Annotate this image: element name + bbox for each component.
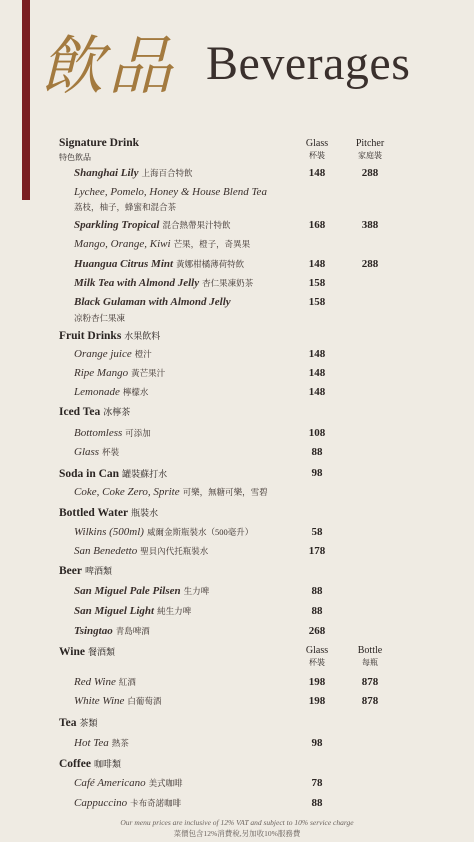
price-glass: 148	[308, 348, 326, 360]
menu-item	[74, 167, 193, 179]
category-label: Soda in Can	[59, 468, 120, 480]
item-zh: 熱茶	[111, 738, 129, 748]
item-name: Bottomless	[74, 427, 123, 439]
item-zh: 可樂，無糖可樂，雪碧	[182, 487, 268, 497]
item-name: Cappuccino	[74, 797, 128, 809]
price-glass: 88	[311, 585, 323, 597]
category-label: Iced Tea	[59, 406, 101, 418]
menu-item	[74, 797, 181, 809]
column-header-glass	[292, 138, 342, 162]
menu-item	[74, 348, 152, 360]
category-label: Wine	[59, 646, 85, 658]
menu-item: Black Gulaman with Almond Jelly	[74, 296, 231, 308]
price-glass: 148	[308, 367, 326, 379]
category-fruit-drinks	[59, 329, 160, 342]
item-name: Glass	[74, 446, 100, 458]
menu-item	[74, 446, 119, 458]
price-pitcher: 288	[361, 167, 379, 179]
menu-item	[74, 258, 244, 270]
category-iced-tea	[59, 405, 130, 418]
column-header-glass	[292, 645, 342, 669]
category-label: Signature Drink	[59, 137, 139, 149]
category-zh: 罐裝蘇打水	[122, 469, 168, 479]
column-header-zh: 杯裝	[309, 151, 325, 160]
menu-item	[74, 427, 151, 439]
category-label: Fruit Drinks	[59, 330, 122, 342]
item-description-zh: 凉粉杏仁果凍	[74, 313, 126, 323]
category-wine	[59, 645, 115, 658]
item-zh: 杯裝	[102, 447, 120, 457]
category-zh: 冰檸茶	[103, 407, 131, 417]
price-pitcher: 388	[361, 219, 379, 231]
price-glass: 88	[311, 797, 323, 809]
price-glass: 168	[308, 219, 326, 231]
column-header-bottle	[345, 645, 395, 669]
item-name: San Miguel Light	[74, 605, 155, 617]
item-name: Shanghai Lily	[74, 167, 139, 179]
menu-item-description	[74, 486, 268, 498]
item-name: Sparkling Tropical	[74, 219, 160, 231]
item-name: Lemonade	[74, 386, 120, 398]
item-name: Ripe Mango	[74, 367, 129, 379]
category-bottled-water	[59, 506, 158, 519]
price-bottle: 878	[361, 676, 379, 688]
category-zh: 咖啡類	[93, 759, 121, 769]
item-name: San Benedetto	[74, 545, 138, 557]
calligraphy-logo: 飲品	[40, 30, 176, 104]
price-glass: 158	[308, 277, 326, 289]
item-zh: 檸檬水	[122, 387, 149, 397]
category-zh: 瓶裝水	[131, 508, 159, 518]
price-glass: 58	[311, 526, 323, 538]
footer-note: Our menu prices are inclusive of 12% VAT and subject to 10% service charge	[120, 818, 354, 827]
item-zh: 杏仁果凍奶茶	[202, 278, 254, 288]
menu-item	[74, 676, 136, 688]
item-zh: 黃芒果汁	[131, 368, 166, 378]
column-header-pitcher	[345, 138, 395, 162]
category-soda	[59, 467, 167, 480]
price-glass: 108	[308, 427, 326, 439]
menu-item	[74, 777, 183, 789]
item-name: Orange juice	[74, 348, 132, 360]
price-glass: 98	[311, 467, 323, 479]
menu-item	[74, 585, 209, 597]
category-zh: 啤酒類	[84, 566, 112, 576]
item-zh: 可添加	[125, 428, 151, 438]
menu-item	[74, 545, 208, 557]
price-glass: 198	[308, 676, 326, 688]
item-name: Hot Tea	[74, 737, 109, 749]
item-zh: 上海百合特飲	[141, 168, 193, 178]
menu-item	[74, 367, 165, 379]
menu-item	[74, 526, 253, 538]
menu-item	[74, 277, 253, 289]
item-zh: 紅酒	[118, 677, 136, 687]
item-zh: 黃娜柑橘薄荷特飲	[176, 259, 245, 269]
item-zh: 卡布奇諾咖啡	[130, 798, 182, 808]
item-name: Wilkins (500ml)	[74, 526, 144, 538]
column-header-label: Pitcher	[355, 138, 385, 149]
price-glass: 148	[308, 258, 326, 270]
price-glass: 148	[308, 386, 326, 398]
item-zh: 聖貝內代托瓶裝水	[140, 546, 209, 556]
column-header-zh: 家庭裝	[358, 151, 382, 160]
menu-item	[74, 695, 161, 707]
category-label: Tea	[59, 717, 77, 729]
price-glass: 98	[311, 737, 323, 749]
price-glass: 268	[308, 625, 326, 637]
column-header-zh: 每瓶	[362, 658, 378, 667]
item-zh: 橙汁	[134, 349, 152, 359]
column-header-zh: 杯裝	[309, 658, 325, 667]
price-glass: 178	[308, 545, 326, 557]
price-bottle: 878	[361, 695, 379, 707]
footer-note-zh: 菜價包含12%消費稅,另加收10%服務費	[173, 829, 301, 838]
category-tea	[59, 716, 98, 729]
item-zh: 生力啤	[183, 586, 210, 596]
item-name: Mango, Orange, Kiwi	[74, 238, 171, 250]
item-zh: 混合熱帶果汁特飲	[162, 220, 231, 230]
category-beer	[59, 564, 112, 577]
category-zh: 茶類	[79, 718, 98, 728]
category-zh: 水果飲料	[124, 331, 161, 341]
item-zh: 純生力啤	[157, 606, 192, 616]
price-glass: 88	[311, 446, 323, 458]
category-label: Coffee	[59, 758, 91, 770]
menu-item	[74, 386, 148, 398]
price-glass: 88	[311, 605, 323, 617]
category-zh: 餐酒類	[88, 647, 116, 657]
price-glass: 198	[308, 695, 326, 707]
column-header-label: Bottle	[357, 645, 383, 656]
item-zh: 美式咖啡	[148, 778, 183, 788]
price-glass: 158	[308, 296, 326, 308]
menu-item	[74, 219, 230, 231]
item-zh: 青島啤酒	[115, 626, 150, 636]
menu-item	[74, 605, 191, 617]
item-name: San Miguel Pale Pilsen	[74, 585, 181, 597]
item-name: Milk Tea with Almond Jelly	[74, 277, 200, 289]
item-zh: 威爾金斯瓶裝水（500毫升）	[146, 527, 254, 537]
page-title: Beverages	[206, 37, 411, 90]
category-coffee	[59, 757, 121, 770]
item-name: Coke, Coke Zero, Sprite	[74, 486, 180, 498]
category-signature-drink	[59, 137, 139, 149]
category-label: Beer	[59, 565, 82, 577]
column-header-label: Glass	[305, 138, 329, 149]
item-name: Red Wine	[74, 676, 116, 688]
menu-item-description: Lychee, Pomelo, Honey & House Blend Tea	[74, 186, 267, 198]
category-zh: 特色飲品	[59, 153, 91, 162]
item-name: White Wine	[74, 695, 125, 707]
price-glass: 148	[308, 167, 326, 179]
column-header-label: Glass	[305, 645, 329, 656]
item-name: Tsingtao	[74, 625, 113, 637]
item-description-zh: 荔枝，柚子，蜂蜜和混合茶	[74, 202, 177, 212]
menu-item	[74, 737, 129, 749]
price-pitcher: 288	[361, 258, 379, 270]
price-glass: 78	[311, 777, 323, 789]
category-label: Bottled Water	[59, 507, 129, 519]
menu-item-description	[74, 238, 250, 250]
item-zh: 白葡萄酒	[127, 696, 162, 706]
item-zh: 芒果，橙子，奇異果	[173, 239, 251, 249]
menu-item	[74, 625, 150, 637]
item-name: Huangua Citrus Mint	[74, 258, 174, 270]
item-name: Café Americano	[74, 777, 146, 789]
